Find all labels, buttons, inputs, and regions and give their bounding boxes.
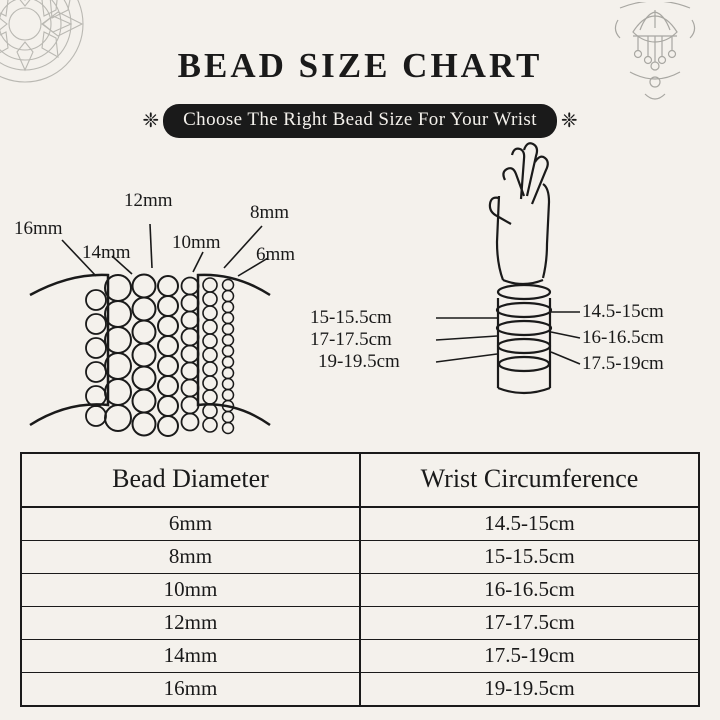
bead-label-16mm: 16mm [14,218,63,239]
flourish-right-icon: ❈ [560,110,578,132]
bead-label-8mm: 8mm [250,202,290,223]
cell-bead-diameter: 8mm [21,541,360,574]
table-row [21,673,699,707]
bead-label-12mm: 12mm [124,190,173,211]
cell-wrist-circumference: 17.5-19cm [360,640,699,673]
table-row [21,574,699,607]
table-row [21,607,699,640]
bead-label-6mm: 6mm [256,244,296,265]
cell-bead-diameter: 16mm [21,673,360,707]
cell-wrist-circumference: 15-15.5cm [360,541,699,574]
page-title: BEAD SIZE CHART [177,46,543,85]
cell-wrist-circumference: 14.5-15cm [360,507,699,541]
wrist-label-right-1: 14.5-15cm [582,301,664,322]
cell-bead-diameter: 14mm [21,640,360,673]
table-row [21,541,699,574]
subtitle-text: Choose The Right Bead Size For Your Wrist [163,104,557,138]
cell-wrist-circumference: 16-16.5cm [360,574,699,607]
table-row [21,640,699,673]
size-table [20,452,700,707]
wrist-label-right-2: 16-16.5cm [582,327,664,348]
diagram-illustration [0,140,720,450]
wrist-label-left-3: 19-19.5cm [318,351,400,372]
wrist-label-right-3: 17.5-19cm [582,353,664,374]
diagram-area [0,140,720,450]
table-row [21,507,699,541]
bead-label-14mm: 14mm [82,242,131,263]
table-header-row [21,453,699,507]
table-header-bead-diameter: Bead Diameter [21,453,360,507]
cell-bead-diameter: 10mm [21,574,360,607]
wrist-label-left-2: 17-17.5cm [310,329,392,350]
subtitle-banner [0,104,720,138]
cell-wrist-circumference: 17-17.5cm [360,607,699,640]
wrist-label-left-1: 15-15.5cm [310,307,392,328]
flourish-left-icon: ❈ [142,110,160,132]
cell-wrist-circumference: 19-19.5cm [360,673,699,707]
cell-bead-diameter: 12mm [21,607,360,640]
cell-bead-diameter: 6mm [21,507,360,541]
table-header-wrist-circumference: Wrist Circumference [360,453,699,507]
bead-label-10mm: 10mm [172,232,221,253]
